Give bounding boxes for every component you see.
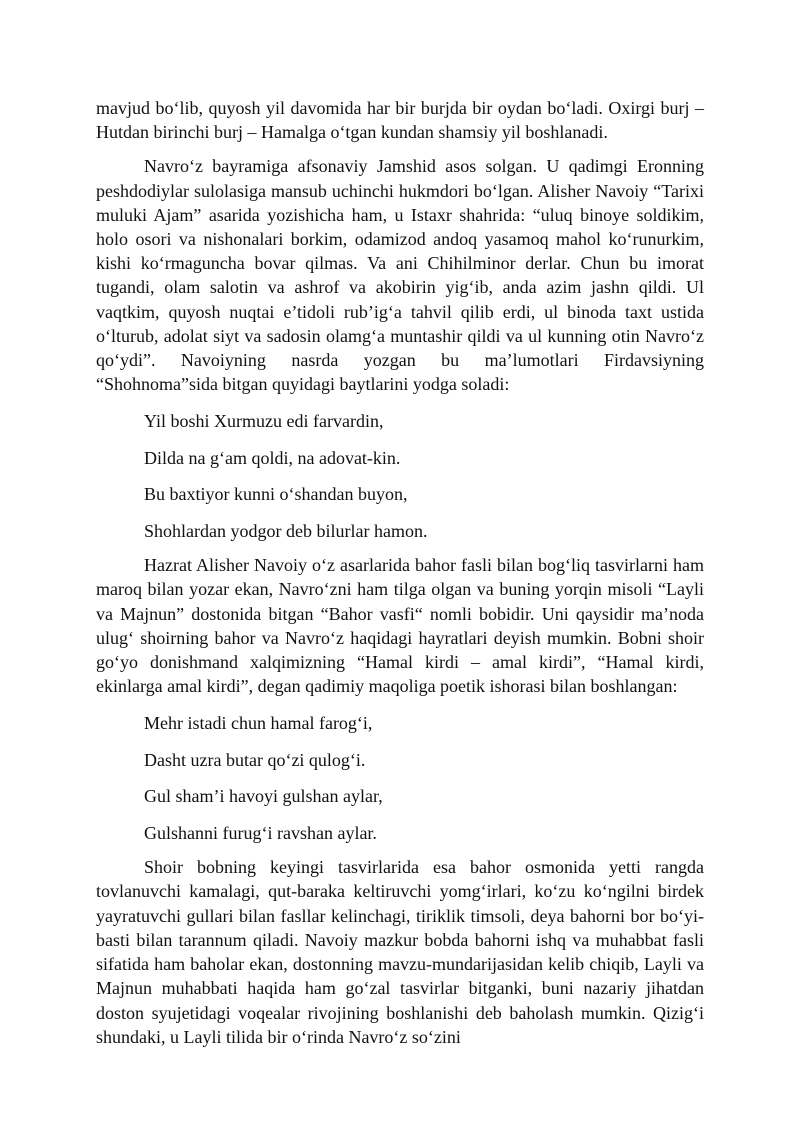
verse-line: Gul sham’i havoyi gulshan aylar, — [144, 786, 383, 807]
verse-line: Shohlardan yodgor deb bilurlar hamon. — [144, 521, 428, 542]
verse-line: Bu baxtiyor kunni o‘shandan buyon, — [144, 484, 408, 505]
paragraph-continuation: mavjud bo‘lib, quyosh yil davomida har bir burjda bir oydan bo‘ladi. Oxirgi burj – Hutdan birinchi burj – Hamalga o‘tgan kundan shamsiy yil boshlanadi. — [96, 98, 704, 143]
paragraph-jamshid: Navro‘z bayramiga afsonaviy Jamshid asos solgan. U qadimgi Eronning peshdodiylar sulolasiga mansub uchinchi hukmdori bo‘lgan. Alisher Navoiy “Tarixi muluki Ajam” asarida yozishicha ham, u Istaxr shahrida: “uluq binoye soldikim, holo osori va nishonalari borkim, odamizod andoq yasamoq mahol ko‘runurkim, kishi ko‘rmaguncha bovar qilmas. Va ani Chihilminor derlar. Chun bu imorat tugandi, olam salotin va ashrof va akobirin yig‘ib, anda azim jashn qildi. Ul vaqtkim, quyosh nuqtai e’tidoli rub’ig‘a tahvil qilib erdi, ul binoda taxt ustida o‘lturub, adolat siyt va sadosin olamg‘a muntashir qildi va ul kunning otin Navro‘z qo‘ydi”. Navoiyning nasrda yozgan bu ma’lumotlari Firdavsiyning “Shohnoma”sida bitgan quyidagi baytlarini yodga soladi: — [96, 156, 704, 395]
verse-block-layli-majnun — [96, 711, 704, 845]
paragraph-keyingi-tasvirlar: Shoir bobning keyingi tasvirlarida esa bahor osmonida yetti rangda tovlanuvchi kamalagi, qut-baraka keltiruvchi yomg‘irlari, ko‘zu ko‘ngilni birdek yayratuvchi gullari bilan fasllar kelinchagi, tiriklik timsoli, deya bahorni bor bo‘yi-basti bilan tarannum qiladi. Navoiy mazkur bobda bahorni ishq va muhabbat fasli sifatida ham baholar ekan, dostonning mavzu-mundarijasidan kelib chiqib, Layli va Majnun muhabbati haqida ham go‘zal tasvirlar bitganki, buni nazariy jihatdan doston syujetidagi voqealar rivojining boshlanishi deb baholash mumkin. Qizig‘i shundaki, u Layli tilida bir o‘rinda Navro‘z so‘zini — [96, 857, 704, 1047]
verse-line: Yil boshi Xurmuzu edi farvardin, — [144, 410, 384, 431]
verse-line: Mehr istadi chun hamal farog‘i, — [144, 712, 373, 733]
document-page — [96, 96, 704, 1049]
verse-line: Dasht uzra butar qo‘zi qulog‘i. — [144, 749, 366, 770]
verse-line: Gulshanni furug‘i ravshan aylar. — [144, 823, 377, 844]
verse-block-shohnoma — [96, 409, 704, 543]
verse-line: Dilda na g‘am qoldi, na adovat-kin. — [144, 447, 401, 468]
paragraph-bahor-vasfi: Hazrat Alisher Navoiy o‘z asarlarida bahor fasli bilan bog‘liq tasvirlarni ham maroq bilan yozar ekan, Navro‘zni ham tilga olgan va buning yorqin misoli “Layli va Majnun” dostonida bitgan “Bahor vasfi“ nomli bobidir. Uni qaysidir ma’noda ulug‘ shoirning bahor va Navro‘z haqidagi hayratlari deyish mumkin. Bobni shoir go‘yo donishmand xalqimizning “Hamal kirdi – amal kirdi”, “Hamal kirdi, ekinlarga amal kirdi”, degan qadimiy maqoliga poetik ishorasi bilan boshlangan: — [96, 555, 704, 697]
